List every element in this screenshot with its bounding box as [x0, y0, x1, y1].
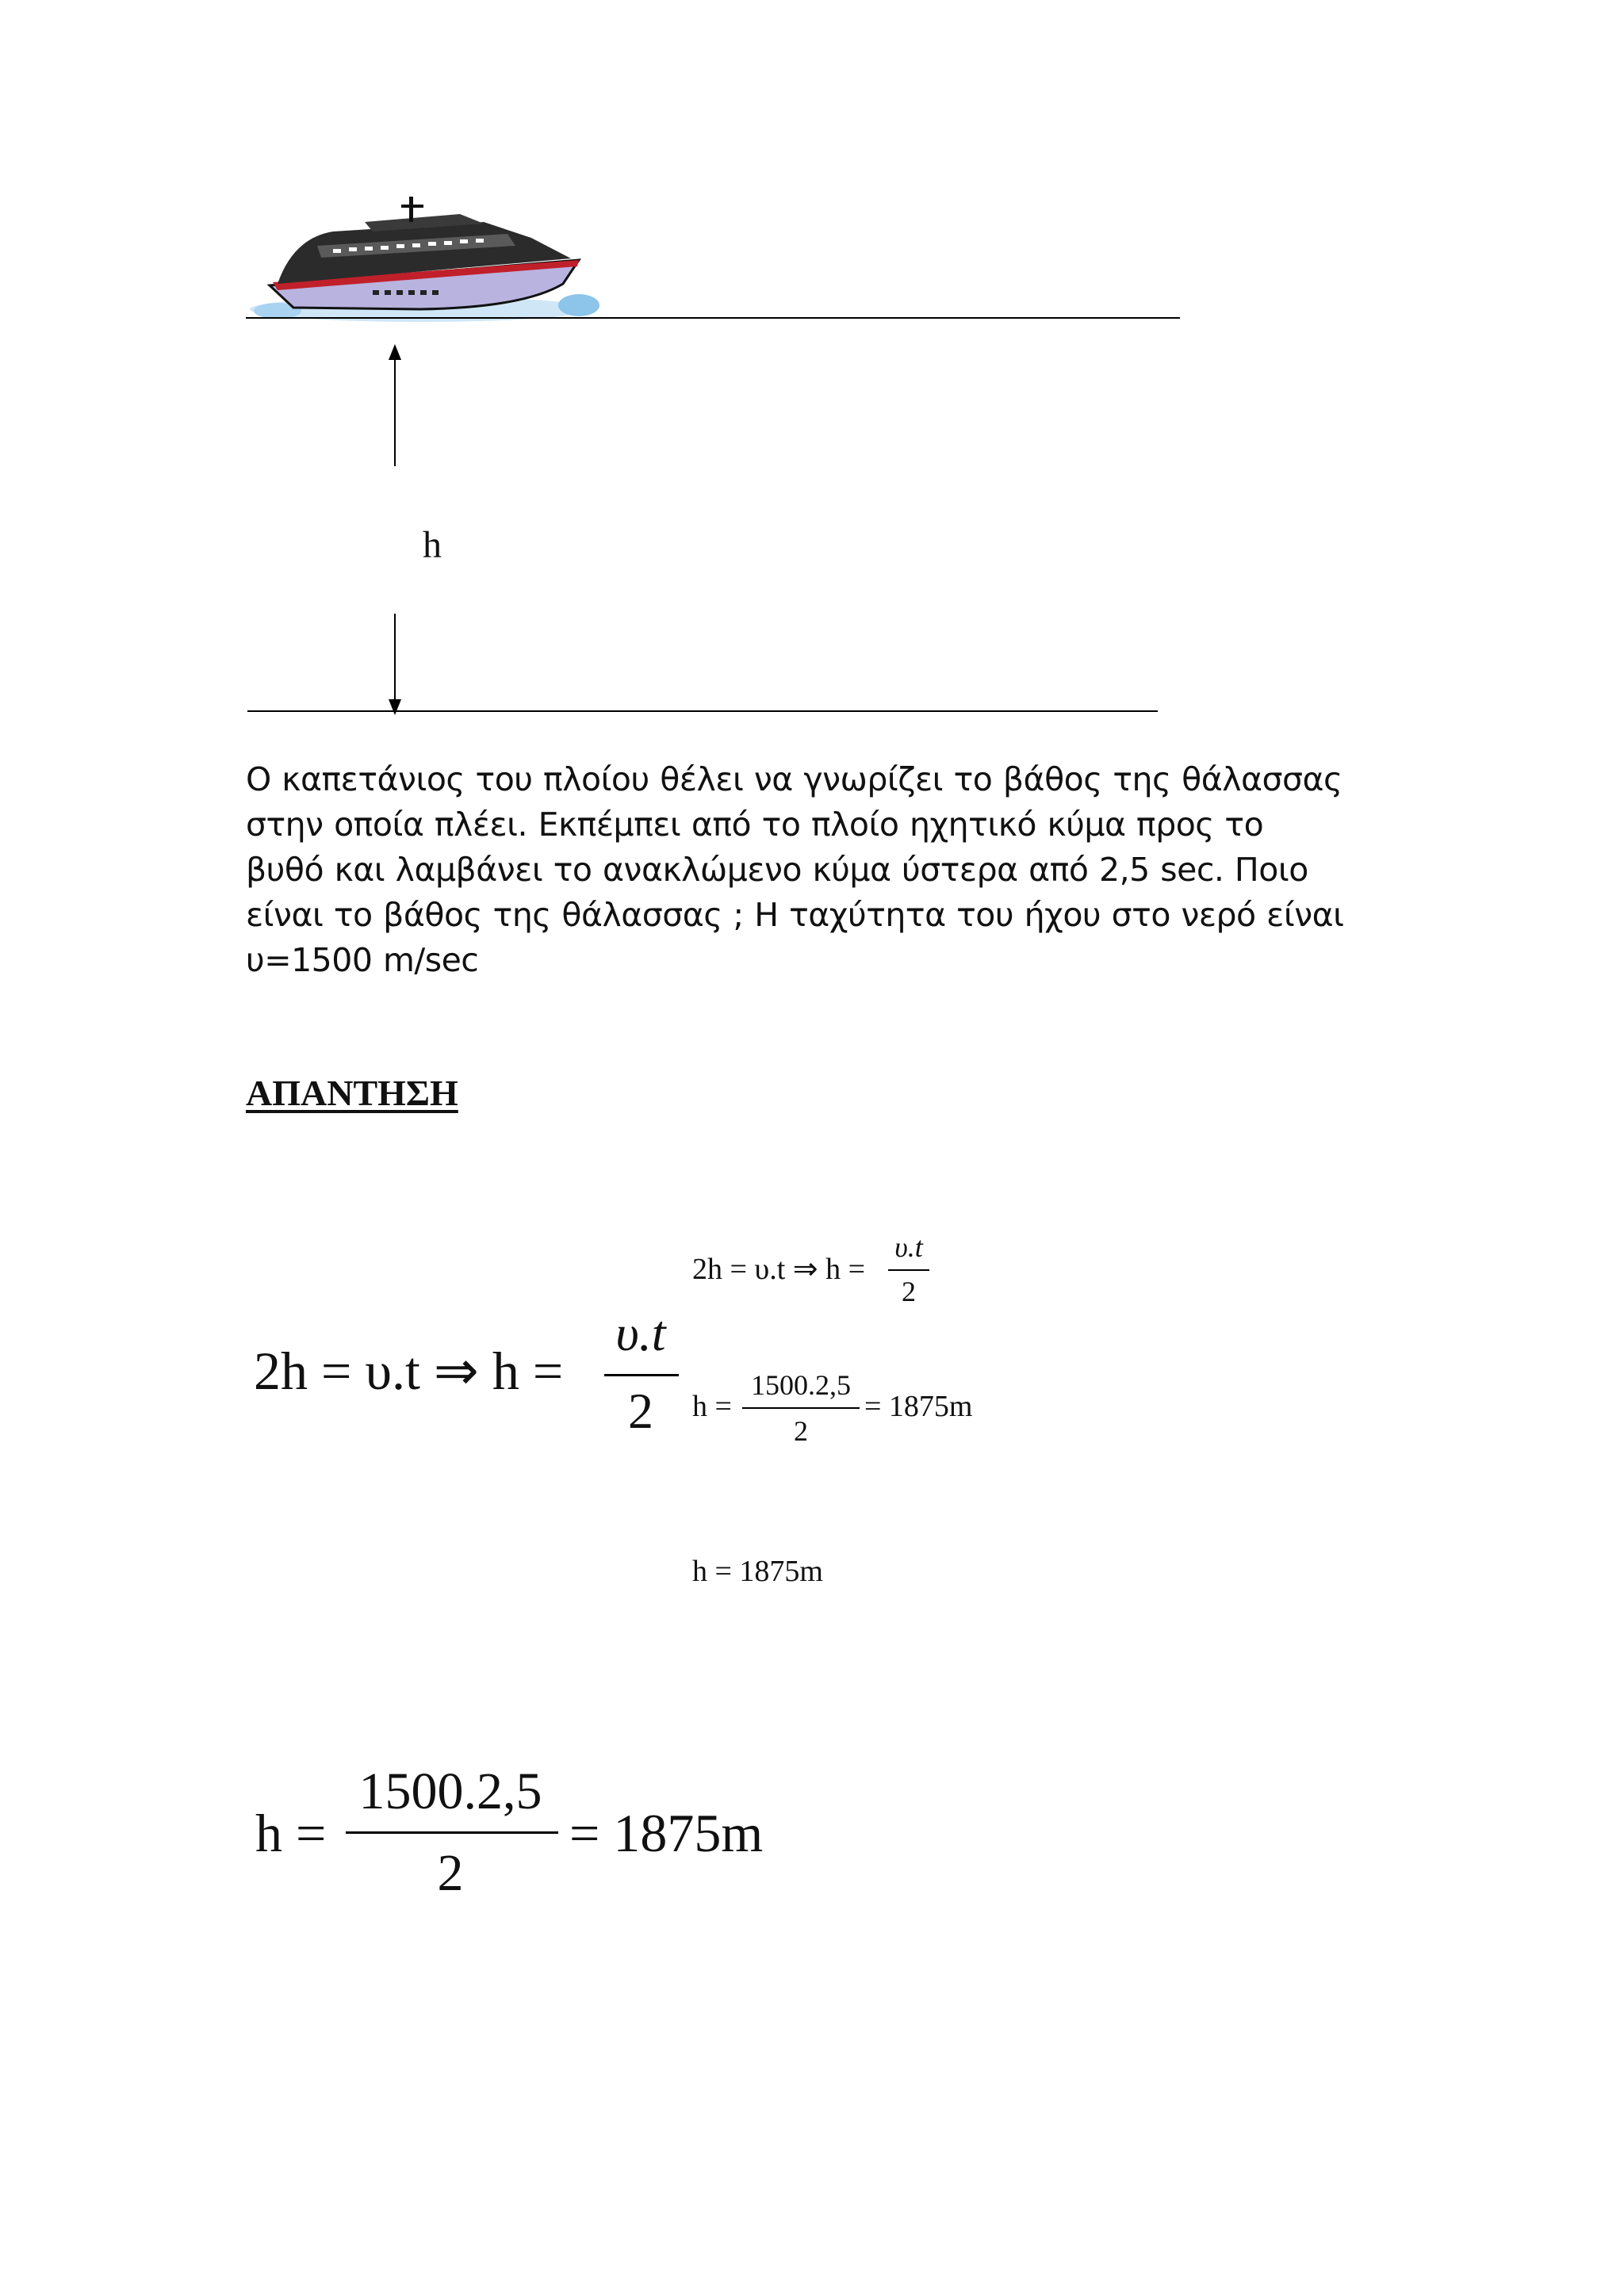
depth-label: h [423, 524, 442, 566]
big-eq2-rhs: = 1875m [569, 1803, 764, 1863]
problem-line: είναι το βάθος της θάλασσας ; Η ταχύτητα του ήχου στο νερό είναι [246, 896, 1344, 934]
problem-line: υ=1500 m/sec [246, 941, 479, 979]
big-eq1-numerator: υ.t [615, 1305, 666, 1361]
big-eq1-fraction-bar [604, 1374, 679, 1376]
small-eq2-denominator: 2 [794, 1415, 808, 1447]
small-eq1-denominator: 2 [902, 1276, 916, 1307]
problem-line: Ο καπετάνιος του πλοίου θέλει να γνωρίζει το βάθος της θάλασσας [246, 760, 1342, 798]
depth-arrow-up [389, 344, 401, 360]
depth-arrow-lower-shaft [394, 614, 396, 701]
small-eq2-rhs: = 1875m [864, 1390, 973, 1423]
small-eq1-fraction-bar [888, 1269, 929, 1271]
small-equation-3: h = 1875m [692, 1555, 823, 1588]
big-eq2-numerator: 1500.2,5 [358, 1762, 542, 1820]
sea-floor-line [247, 710, 1158, 712]
sea-surface-line [246, 317, 1180, 319]
depth-arrow-upper-shaft [394, 358, 396, 466]
big-eq1-lhs: 2h = υ.t ⇒ h = [254, 1341, 564, 1401]
small-eq2-fraction-bar [742, 1407, 860, 1409]
big-eq2-lhs: h = [255, 1803, 327, 1863]
big-eq2-denominator: 2 [437, 1844, 464, 1902]
ship-icon [246, 190, 611, 333]
problem-statement [246, 757, 1388, 983]
problem-line: στην οποία πλέει. Εκπέμπει από το πλοίο ηχητικό κύμα προς το [246, 806, 1264, 844]
big-eq1-denominator: 2 [628, 1383, 653, 1439]
small-eq1-lhs: 2h = υ.t ⇒ h = [692, 1253, 866, 1286]
big-eq2-fraction-bar [346, 1831, 558, 1834]
small-eq2-lhs: h = [692, 1390, 732, 1423]
small-eq1-numerator: υ.t [894, 1231, 923, 1263]
answer-heading: ΑΠΑΝΤΗΣΗ [246, 1073, 458, 1113]
depth-arrow-down [389, 699, 401, 715]
problem-line: βυθό και λαμβάνει το ανακλώμενο κύμα ύστερα από 2,5 sec. Ποιο [246, 851, 1308, 889]
small-eq2-numerator: 1500.2,5 [751, 1369, 851, 1401]
